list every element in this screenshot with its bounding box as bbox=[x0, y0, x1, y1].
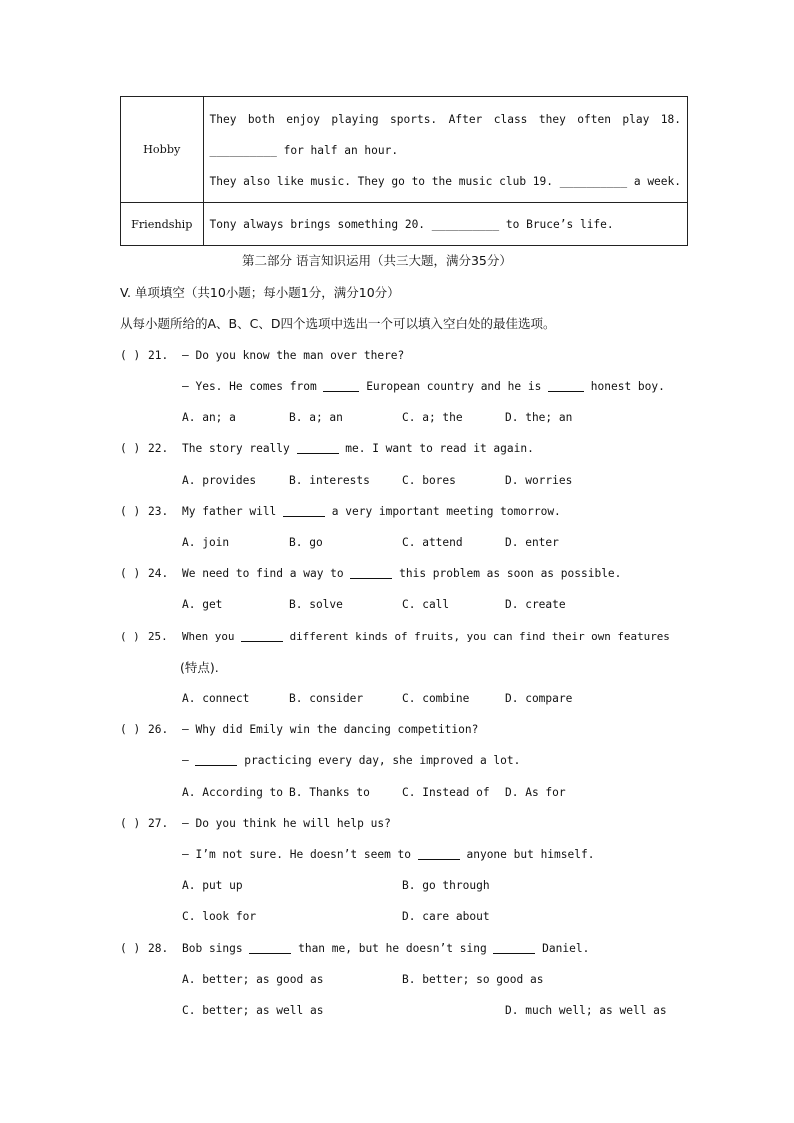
option-b[interactable]: B. consider bbox=[289, 692, 364, 705]
blank bbox=[195, 753, 237, 766]
question-25: ( ) 25. When you different kinds of fruits, you can find their own features bbox=[120, 628, 670, 646]
option-c[interactable]: C. attend bbox=[402, 536, 463, 549]
option-a[interactable]: A. provides bbox=[182, 474, 257, 487]
question-21: ( ) 21. — Do you know the man over there? bbox=[120, 347, 404, 365]
option-c[interactable]: C. call bbox=[402, 598, 450, 611]
option-b[interactable]: B. solve bbox=[289, 598, 343, 611]
question-28-options-row-2 bbox=[182, 1002, 682, 1020]
option-d[interactable]: D. the; an bbox=[505, 411, 573, 424]
question-23: ( ) 23. My father will a very important meeting tomorrow. bbox=[120, 503, 561, 521]
option-d[interactable]: D. care about bbox=[402, 910, 490, 923]
question-26-line-2: — practicing every day, she improved a lot. bbox=[182, 754, 521, 767]
part-title: 第二部分 语言知识运用（共三大题，满分35分） bbox=[242, 253, 512, 268]
option-c[interactable]: C. a; the bbox=[402, 411, 463, 424]
blank-20: __________ bbox=[431, 217, 500, 231]
answer-paren[interactable]: ( ) bbox=[120, 723, 141, 736]
answer-paren[interactable]: ( ) bbox=[120, 942, 141, 955]
hobby-line-2: __________ for half an hour. bbox=[209, 144, 399, 157]
option-a[interactable]: A. connect bbox=[182, 692, 250, 705]
option-c[interactable]: C. look for bbox=[182, 910, 257, 923]
table-row-hobby bbox=[121, 97, 688, 203]
option-a[interactable]: A. According to bbox=[182, 786, 284, 799]
option-b[interactable]: B. better; so good as bbox=[402, 973, 544, 986]
option-c[interactable]: C. Instead of bbox=[402, 786, 490, 799]
option-b[interactable]: B. go through bbox=[402, 879, 490, 892]
option-b[interactable]: B. interests bbox=[289, 474, 370, 487]
section-heading: V. 单项填空（共10小题；每小题1分，满分10分） bbox=[120, 285, 400, 300]
option-d[interactable]: D. compare bbox=[505, 692, 573, 705]
hobby-content bbox=[203, 97, 688, 203]
option-b[interactable]: B. go bbox=[289, 536, 323, 549]
question-27: ( ) 27. — Do you think he will help us? bbox=[120, 815, 391, 833]
answer-paren[interactable]: ( ) bbox=[120, 567, 141, 580]
answer-paren[interactable]: ( ) bbox=[120, 349, 141, 362]
option-d[interactable]: D. create bbox=[505, 598, 566, 611]
hobby-label: Hobby bbox=[121, 97, 204, 203]
blank bbox=[323, 379, 359, 392]
answer-paren[interactable]: ( ) bbox=[120, 630, 140, 643]
option-d[interactable]: D. worries bbox=[505, 474, 573, 487]
table-row-friendship bbox=[121, 203, 688, 246]
answer-paren[interactable]: ( ) bbox=[120, 817, 141, 830]
option-d[interactable]: D. As for bbox=[505, 786, 566, 799]
option-d[interactable]: D. much well; as well as bbox=[505, 1004, 667, 1017]
blank bbox=[493, 941, 535, 954]
option-a[interactable]: A. join bbox=[182, 536, 230, 549]
answer-paren[interactable]: ( ) bbox=[120, 505, 141, 518]
question-24: ( ) 24. We need to find a way to this problem as soon as possible. bbox=[120, 565, 621, 583]
blank bbox=[241, 629, 283, 642]
blank bbox=[418, 847, 460, 860]
friendship-label: Friendship bbox=[121, 203, 204, 246]
option-a[interactable]: A. better; as good as bbox=[182, 973, 324, 986]
option-d[interactable]: D. enter bbox=[505, 536, 559, 549]
friendship-content bbox=[203, 203, 688, 246]
option-b[interactable]: B. Thanks to bbox=[289, 786, 370, 799]
hobby-line-1: They both enjoy playing sports. After class they often play 18. bbox=[209, 113, 681, 126]
blank-18: __________ bbox=[209, 144, 277, 157]
info-table bbox=[120, 96, 688, 246]
question-26: ( ) 26. — Why did Emily win the dancing competition? bbox=[120, 721, 478, 739]
blank bbox=[297, 441, 339, 454]
answer-paren[interactable]: ( ) bbox=[120, 442, 141, 455]
blank bbox=[249, 941, 291, 954]
question-22: ( ) 22. The story really me. I want to read it again. bbox=[120, 440, 534, 458]
hobby-line-3: They also like music. They go to the music club 19. __________ a week. bbox=[209, 175, 681, 188]
question-28: ( ) 28. Bob sings than me, but he doesn’t sing Daniel. bbox=[120, 940, 589, 958]
section-instruction: 从每小题所给的A、B、C、D四个选项中选出一个可以填入空白处的最佳选项。 bbox=[120, 316, 556, 331]
option-a[interactable]: A. get bbox=[182, 598, 223, 611]
option-c[interactable]: C. bores bbox=[402, 474, 456, 487]
blank bbox=[350, 566, 392, 579]
question-27-options-row-1 bbox=[182, 877, 682, 895]
blank bbox=[283, 504, 325, 517]
friendship-line: Tony always brings something 20. __________ to Bruce’s life. bbox=[209, 217, 614, 231]
blank-19: __________ bbox=[559, 175, 628, 188]
option-a[interactable]: A. an; a bbox=[182, 411, 236, 424]
option-c[interactable]: C. better; as well as bbox=[182, 1004, 324, 1017]
question-28-options-row-1 bbox=[182, 971, 682, 989]
blank bbox=[548, 379, 584, 392]
question-25-line-2: (特点). bbox=[180, 660, 219, 675]
option-c[interactable]: C. combine bbox=[402, 692, 470, 705]
question-27-options-row-2 bbox=[182, 908, 682, 926]
option-b[interactable]: B. a; an bbox=[289, 411, 343, 424]
question-27-line-2: — I’m not sure. He doesn’t seem to anyone but himself. bbox=[182, 848, 595, 861]
option-a[interactable]: A. put up bbox=[182, 879, 243, 892]
question-21-line-2: — Yes. He comes from European country and he is honest boy. bbox=[182, 380, 665, 393]
